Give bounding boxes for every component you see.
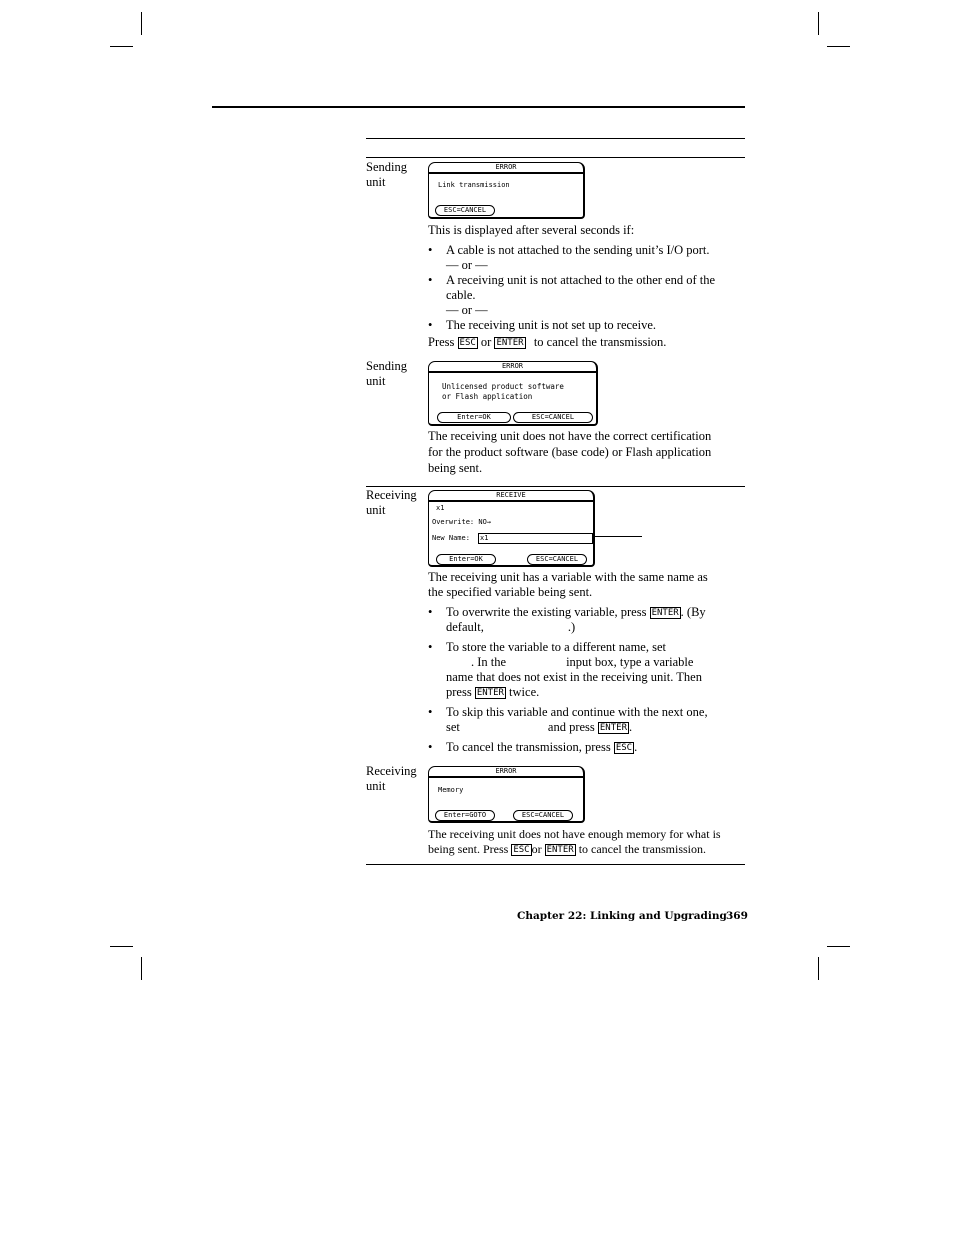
text-fragment: . (By bbox=[680, 605, 706, 619]
screen-message: Link transmission bbox=[438, 181, 510, 189]
calculator-screen-error bbox=[428, 162, 585, 219]
label-line: unit bbox=[366, 779, 386, 793]
screen-title-underline bbox=[429, 372, 596, 373]
bullet-text bbox=[446, 740, 637, 755]
screen-message: Unlicensed product software bbox=[442, 382, 564, 391]
entry-text: being sent. bbox=[428, 461, 483, 475]
text-fragment: . bbox=[634, 740, 638, 754]
crop-mark-bottom-left-h bbox=[110, 946, 133, 947]
bullet-text: cable. bbox=[446, 288, 476, 302]
entry-label bbox=[366, 764, 417, 794]
table-bottom-rule bbox=[366, 864, 745, 865]
or-separator: — or — bbox=[446, 258, 488, 272]
text-fragment: or bbox=[480, 335, 492, 349]
label-line: Sending bbox=[366, 160, 407, 174]
screen-title: ERROR bbox=[429, 767, 583, 777]
entry-label bbox=[366, 160, 407, 190]
bullet-text: A receiving unit is not attached to the other end of the bbox=[446, 273, 716, 287]
bullet-dot: • bbox=[428, 640, 433, 654]
text-fragment: .) bbox=[567, 620, 576, 634]
esc-key-icon: ESC bbox=[459, 338, 476, 348]
label-line: unit bbox=[366, 374, 386, 388]
entry-text: The receiving unit has a variable with the same name as bbox=[428, 570, 708, 584]
text-fragment: twice. bbox=[509, 685, 540, 699]
bullet-text bbox=[446, 620, 575, 635]
crop-mark-top-left-v bbox=[141, 12, 142, 35]
screen-title-underline bbox=[429, 777, 583, 778]
text-fragment: or bbox=[531, 842, 542, 856]
calculator-screen-receive bbox=[428, 490, 595, 567]
text-fragment: default, bbox=[446, 620, 484, 634]
esc-cancel-button[interactable]: ESC=CANCEL bbox=[527, 554, 587, 565]
screen-title-underline bbox=[429, 501, 593, 502]
text-fragment: and press bbox=[547, 720, 595, 734]
screen-title: RECEIVE bbox=[429, 491, 593, 501]
text-fragment: . In the bbox=[471, 655, 507, 669]
or-separator: — or — bbox=[446, 303, 488, 317]
text-fragment: set bbox=[446, 720, 460, 734]
entry-text bbox=[428, 842, 706, 857]
bullet-text: name that does not exist in the receiving unit. Then bbox=[446, 670, 702, 684]
esc-key-icon: ESC bbox=[615, 743, 633, 753]
esc-cancel-button[interactable]: ESC=CANCEL bbox=[513, 412, 593, 423]
bullet-text: A cable is not attached to the sending unit’s I/O port. bbox=[446, 243, 710, 257]
text-fragment: To cancel the transmission, press bbox=[446, 740, 611, 754]
crop-mark-top-right-v bbox=[818, 12, 819, 35]
text-fragment: input box, type a variable bbox=[566, 655, 694, 669]
screen-title-underline bbox=[429, 173, 583, 174]
bullet-dot: • bbox=[428, 243, 433, 257]
screen-message: Memory bbox=[438, 786, 464, 794]
screen-variable-name: x1 bbox=[436, 504, 445, 512]
text-fragment: . bbox=[628, 720, 633, 734]
esc-cancel-button[interactable]: ESC=CANCEL bbox=[435, 205, 495, 216]
enter-key-icon: ENTER bbox=[546, 845, 574, 855]
bullet-text bbox=[446, 605, 706, 620]
esc-key-icon: ESC bbox=[513, 845, 530, 855]
calculator-screen-error bbox=[428, 766, 585, 823]
text-fragment: press bbox=[446, 685, 472, 699]
entry-label bbox=[366, 488, 417, 518]
label-line: Receiving bbox=[366, 488, 417, 502]
crop-mark-top-right-h bbox=[827, 46, 850, 47]
table-header-rule bbox=[366, 157, 745, 158]
label-line: unit bbox=[366, 175, 386, 189]
label-line: Receiving bbox=[366, 764, 417, 778]
label-line: unit bbox=[366, 503, 386, 517]
text-fragment: To overwrite the existing variable, press bbox=[446, 605, 647, 619]
bullet-text: To store the variable to a different name, set bbox=[446, 640, 666, 654]
enter-ok-button[interactable]: Enter=OK bbox=[437, 412, 511, 423]
footer-chapter-title: Chapter 22: Linking and Upgrading bbox=[517, 910, 727, 922]
callout-line bbox=[594, 536, 642, 537]
new-name-input[interactable]: x1 bbox=[478, 533, 593, 544]
bullet-dot: • bbox=[428, 273, 433, 287]
overwrite-dropdown[interactable]: Overwrite: NO→ bbox=[432, 518, 492, 526]
bullet-dot: • bbox=[428, 740, 433, 754]
crop-mark-bottom-left-v bbox=[141, 957, 142, 980]
enter-key-icon: ENTER bbox=[476, 688, 504, 698]
crop-mark-bottom-right-v bbox=[818, 957, 819, 980]
enter-key-icon: ENTER bbox=[651, 608, 679, 618]
label-line: Sending bbox=[366, 359, 407, 373]
bullet-text: The receiving unit is not set up to receive. bbox=[446, 318, 657, 332]
new-name-label: New Name: bbox=[432, 534, 470, 542]
bullet-dot: • bbox=[428, 605, 433, 619]
esc-cancel-button[interactable]: ESC=CANCEL bbox=[513, 810, 573, 821]
bullet-text bbox=[446, 655, 693, 670]
bullet-text bbox=[446, 720, 632, 735]
footer-page-number: 369 bbox=[726, 910, 748, 922]
text-fragment: Press bbox=[428, 335, 455, 349]
bullet-text bbox=[446, 685, 539, 700]
screen-title: ERROR bbox=[429, 362, 596, 372]
enter-goto-button[interactable]: Enter=GOTO bbox=[435, 810, 495, 821]
calculator-screen-error bbox=[428, 361, 598, 426]
crop-mark-top-left-h bbox=[110, 46, 133, 47]
entry-text: The receiving unit does not have enough memory for what is bbox=[428, 827, 721, 841]
enter-key-icon: ENTER bbox=[496, 338, 524, 348]
text-fragment: being sent. Press bbox=[428, 842, 509, 856]
screen-message: or Flash application bbox=[442, 392, 533, 401]
header-rule bbox=[212, 106, 745, 108]
entry-divider bbox=[366, 486, 745, 487]
entry-text: The receiving unit does not have the correct certification bbox=[428, 429, 712, 443]
bullet-dot: • bbox=[428, 705, 433, 719]
bullet-text: To skip this variable and continue with the next one, bbox=[446, 705, 708, 719]
entry-intro: This is displayed after several seconds if: bbox=[428, 223, 635, 237]
entry-text: for the product software (base code) or Flash application bbox=[428, 445, 712, 459]
text-fragment: to cancel the transmission. bbox=[578, 842, 706, 856]
entry-text: the specified variable being sent. bbox=[428, 585, 593, 599]
press-instruction bbox=[428, 335, 666, 350]
bullet-dot: • bbox=[428, 318, 433, 332]
entry-label bbox=[366, 359, 407, 389]
screen-title: ERROR bbox=[429, 163, 583, 173]
table-top-rule bbox=[366, 138, 745, 139]
enter-ok-button[interactable]: Enter=OK bbox=[436, 554, 496, 565]
text-fragment: to cancel the transmission. bbox=[533, 335, 667, 349]
enter-key-icon: ENTER bbox=[599, 723, 627, 733]
crop-mark-bottom-right-h bbox=[827, 946, 850, 947]
